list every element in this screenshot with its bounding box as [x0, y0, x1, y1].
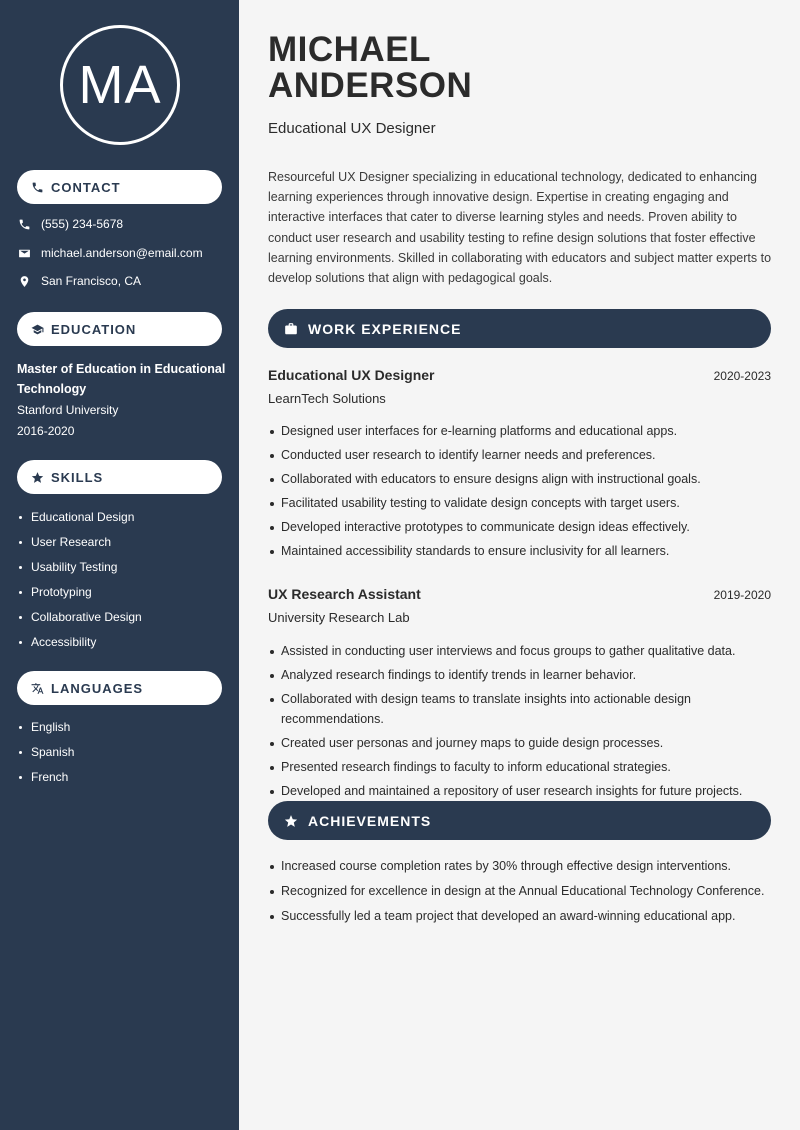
name-line-2: ANDERSON: [268, 66, 473, 105]
star-icon: [31, 471, 44, 484]
job-bullets: [268, 642, 771, 801]
contact-phone-text: (555) 234-5678: [41, 217, 124, 231]
contact-email-text: michael.anderson@email.com: [41, 246, 203, 260]
job-bullet: Collaborated with educators to ensure designs align with instructional goals.: [268, 470, 771, 490]
job-entry: [268, 586, 771, 625]
job-title-headline: Educational UX Designer: [268, 120, 436, 137]
job-bullet: Assisted in conducting user interviews and focus groups to gather qualitative data.: [268, 642, 771, 662]
languages-list: [17, 719, 74, 794]
education-degree: Master of Education in Educational Technology: [17, 362, 226, 396]
job-bullet: Facilitated usability testing to validate design concepts with target users.: [268, 494, 771, 514]
achievements-list: [268, 857, 771, 927]
profile-summary: Resourceful UX Designer specializing in educational technology, dedicated to enhancing learning experiences through innovative design. Expertise in creating engaging and interactive interfaces that cater to diverse learning styles and needs. Proven ability to conduct user research and usability testing to refine design solutions that foster effective learning environments. Skilled in collaborating with educators and subject matter experts to develop solutions that align with pedagogical goals.: [268, 170, 772, 286]
job-company: LearnTech Solutions: [268, 391, 386, 406]
contact-heading: [17, 170, 222, 204]
education-years: 2016-2020: [17, 424, 75, 438]
job-bullet: Collaborated with design teams to translate insights into actionable design recommendations.: [268, 690, 771, 729]
contact-email: [17, 246, 203, 260]
monogram-avatar: MA: [60, 25, 180, 145]
skills-heading: [17, 460, 222, 494]
contact-location: [17, 274, 141, 288]
location-pin-icon: [17, 274, 31, 288]
star-icon: [284, 814, 298, 828]
achievements-heading: [268, 801, 771, 840]
language-item: French: [17, 769, 74, 794]
job-bullet: Presented research findings to faculty to inform educational strategies.: [268, 758, 771, 778]
job-bullet: Developed interactive prototypes to communicate design ideas effectively.: [268, 518, 771, 538]
achievement-item: Recognized for excellence in design at the Annual Educational Technology Conference.: [268, 882, 771, 902]
skill-item: User Research: [17, 534, 142, 559]
job-bullet: Conducted user research to identify learner needs and preferences.: [268, 446, 771, 466]
job-bullet: Designed user interfaces for e-learning platforms and educational apps.: [268, 422, 771, 442]
skill-item: Usability Testing: [17, 559, 142, 584]
achievement-item: Successfully led a team project that developed an award-winning educational app.: [268, 907, 771, 927]
job-bullet: Developed and maintained a repository of user research insights for future projects.: [268, 782, 771, 802]
briefcase-icon: [284, 322, 298, 336]
contact-heading-label: CONTACT: [51, 179, 121, 195]
email-icon: [17, 246, 31, 260]
phone-icon: [31, 181, 44, 194]
job-entry: [268, 367, 771, 406]
job-dates: 2020-2023: [713, 369, 771, 383]
phone-icon: [17, 217, 31, 231]
education-school: Stanford University: [17, 403, 119, 417]
skills-heading-label: SKILLS: [51, 469, 104, 485]
contact-location-text: San Francisco, CA: [41, 274, 142, 288]
job-bullets: [268, 422, 771, 562]
language-item: Spanish: [17, 744, 74, 769]
language-item: English: [17, 719, 74, 744]
job-bullet: Maintained accessibility standards to ensure inclusivity for all learners.: [268, 542, 771, 562]
job-bullet: Analyzed research findings to identify trends in learner behavior.: [268, 666, 771, 686]
candidate-name: [268, 32, 472, 104]
languages-heading: [17, 671, 222, 705]
work-experience-heading-label: WORK EXPERIENCE: [308, 320, 462, 337]
contact-phone: [17, 217, 123, 231]
name-line-1: MICHAEL: [268, 30, 431, 69]
skill-item: Collaborative Design: [17, 609, 142, 634]
job-company: University Research Lab: [268, 610, 410, 625]
skills-list: [17, 509, 142, 659]
job-position: UX Research Assistant: [268, 586, 421, 602]
work-experience-heading: [268, 309, 771, 348]
achievement-item: Increased course completion rates by 30% through effective design interventions.: [268, 857, 771, 877]
sidebar: [0, 0, 239, 1130]
education-heading-label: EDUCATION: [51, 321, 137, 337]
job-dates: 2019-2020: [713, 588, 771, 602]
skill-item: Educational Design: [17, 509, 142, 534]
skill-item: Prototyping: [17, 584, 142, 609]
education-entry: [17, 359, 227, 441]
job-bullet: Created user personas and journey maps to guide design processes.: [268, 734, 771, 754]
achievements-heading-label: ACHIEVEMENTS: [308, 812, 432, 829]
skill-item: Accessibility: [17, 634, 142, 659]
education-heading: [17, 312, 222, 346]
languages-heading-label: LANGUAGES: [51, 680, 144, 696]
graduation-cap-icon: [31, 323, 44, 336]
translate-icon: [31, 682, 44, 695]
job-position: Educational UX Designer: [268, 367, 435, 383]
